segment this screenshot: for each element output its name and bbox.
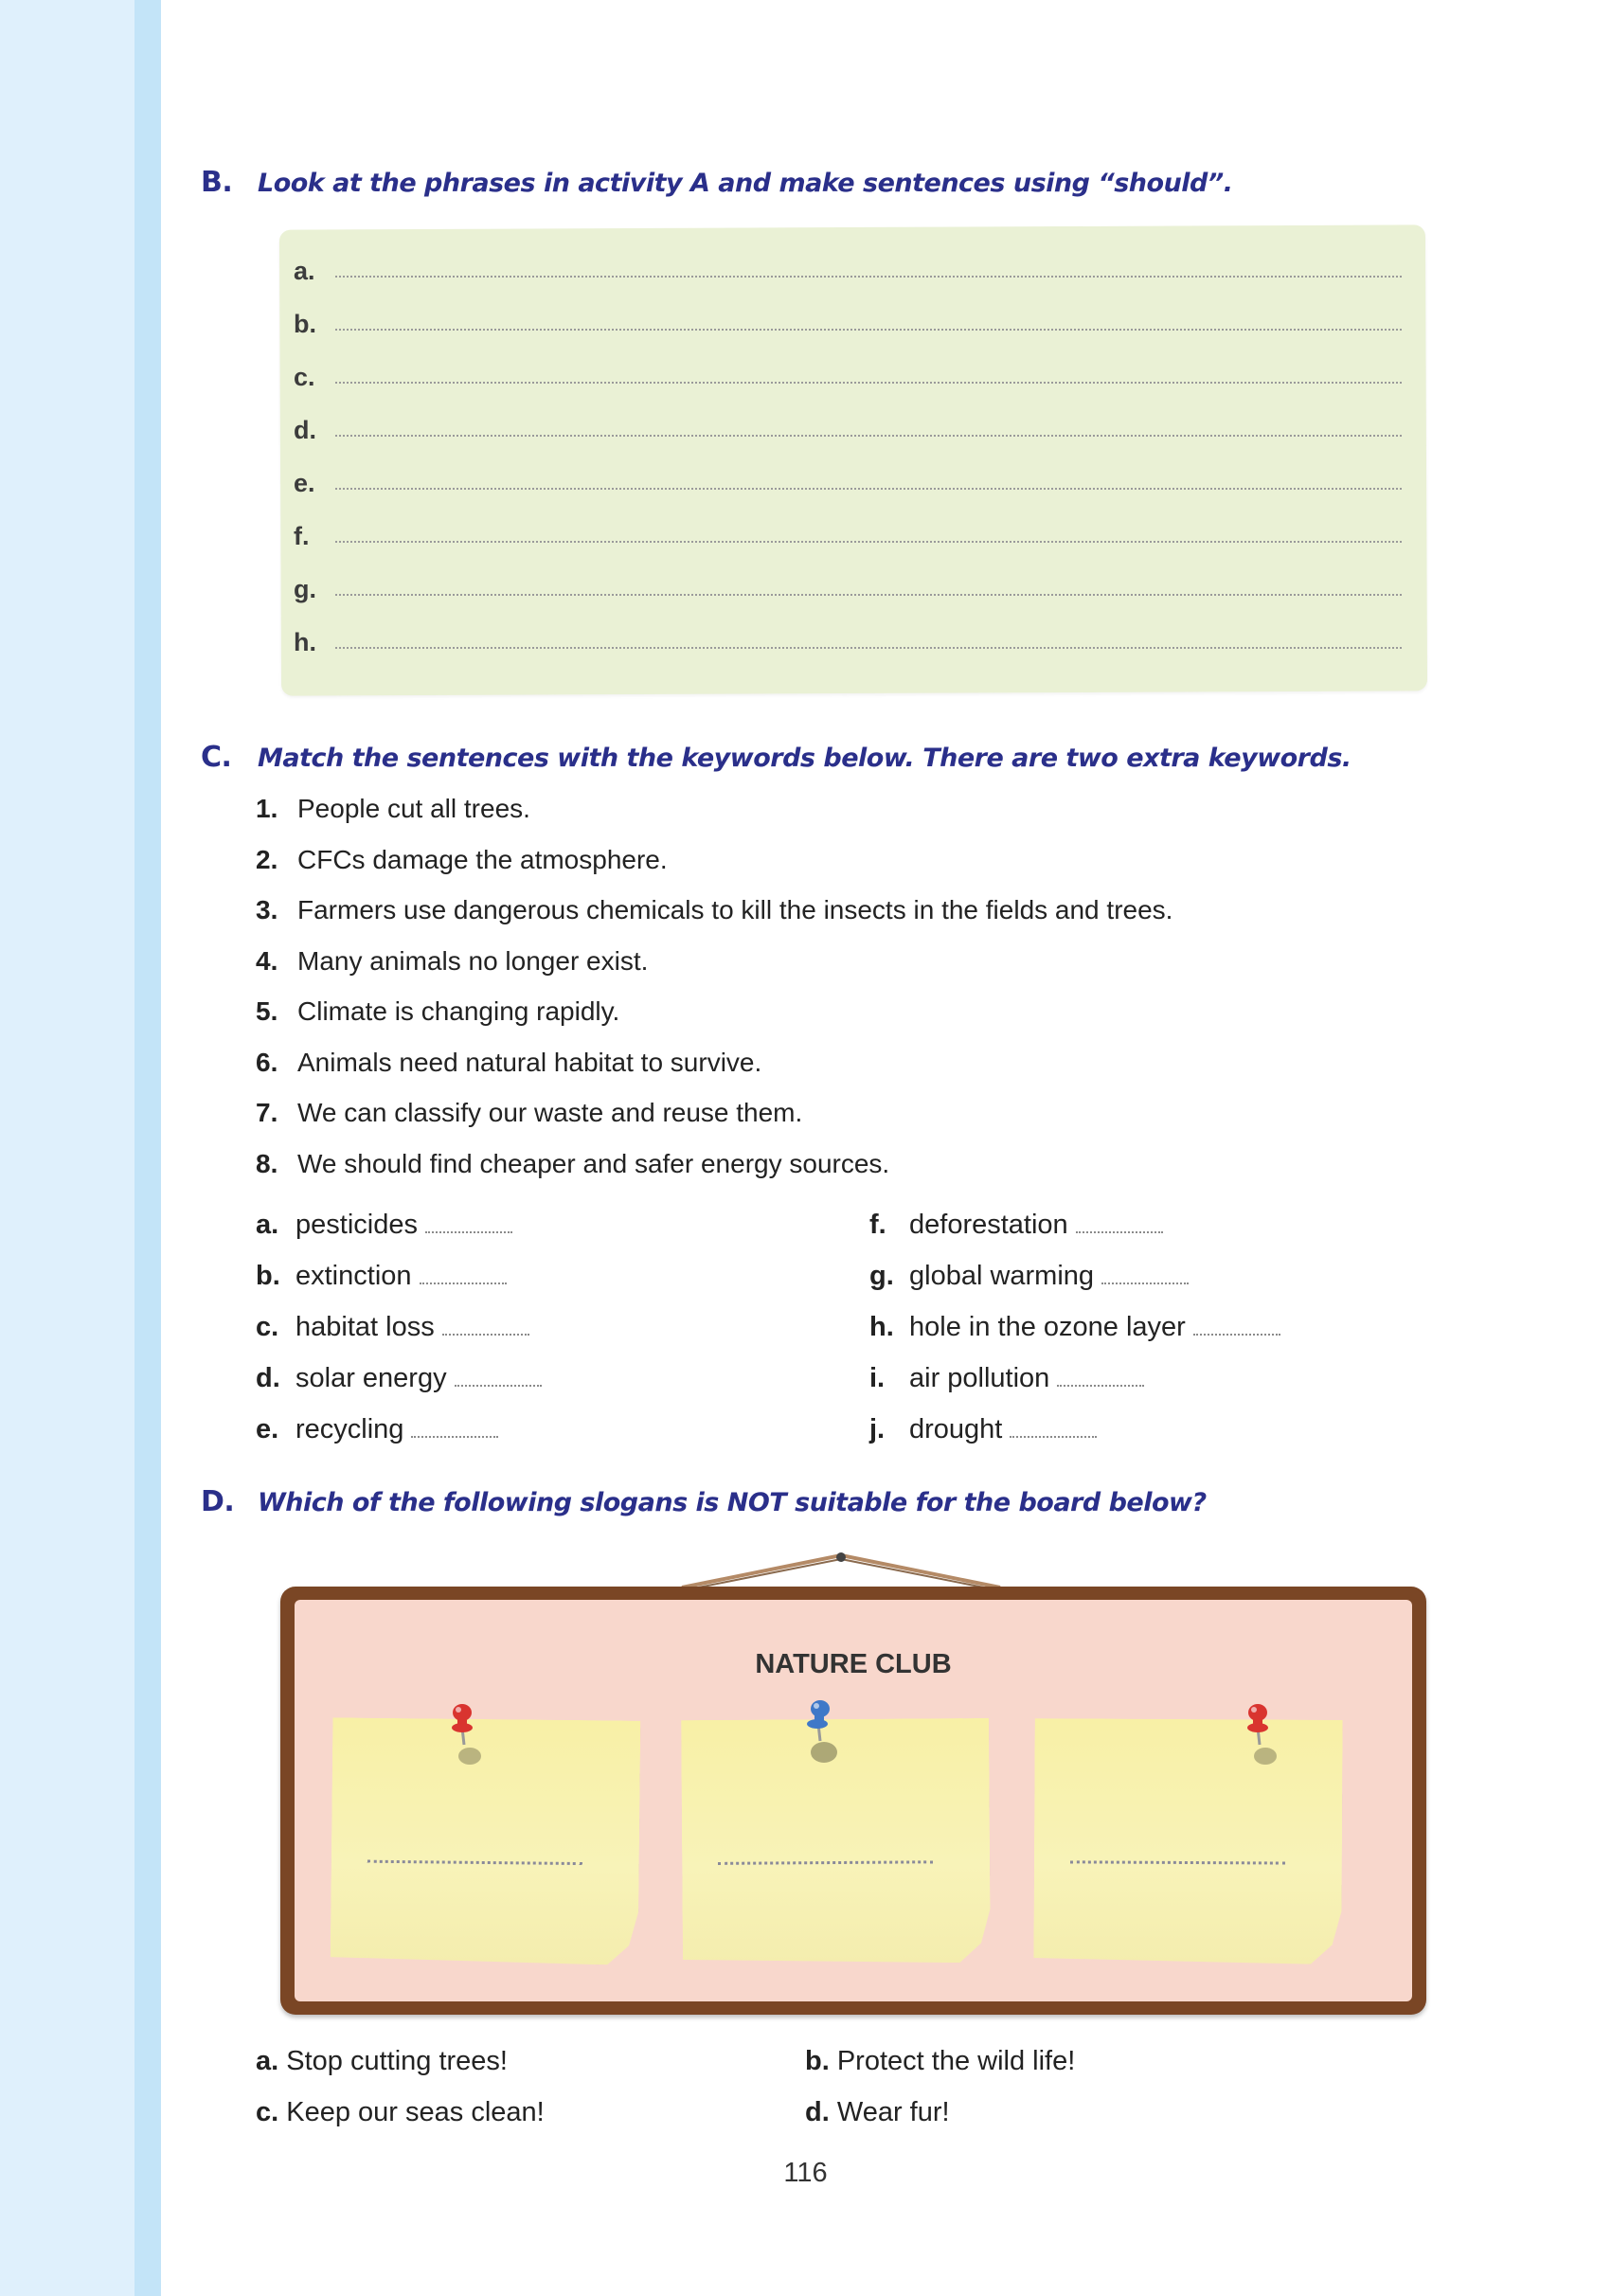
keyword-text: hole in the ozone layer bbox=[909, 1312, 1186, 1342]
answer-line-f[interactable] bbox=[294, 513, 1402, 551]
section-b-letter: B. bbox=[201, 166, 233, 199]
section-d-letter: D. bbox=[201, 1485, 235, 1518]
keyword-answer-blank[interactable] bbox=[455, 1385, 542, 1387]
slogan-letter: a. bbox=[256, 2046, 279, 2076]
sentence-3 bbox=[256, 895, 1172, 925]
answer-line-label: h. bbox=[294, 628, 316, 656]
keyword-letter: j. bbox=[869, 1414, 886, 1444]
sentence-8 bbox=[256, 1149, 889, 1179]
keyword-answer-blank[interactable] bbox=[1193, 1334, 1280, 1336]
answer-line-g[interactable] bbox=[294, 566, 1402, 604]
slogan-a bbox=[256, 2046, 508, 2077]
sticky-note-1[interactable] bbox=[331, 1717, 641, 1964]
keyword-letter: g. bbox=[869, 1261, 894, 1291]
answer-line-c[interactable] bbox=[294, 354, 1402, 392]
sentence-number: 3. bbox=[256, 895, 278, 924]
answer-line-label: b. bbox=[294, 310, 316, 338]
keyword-text: extinction bbox=[295, 1261, 412, 1291]
slogan-b bbox=[805, 2046, 1075, 2077]
answer-line-dots bbox=[335, 541, 1402, 543]
answer-line-dots bbox=[335, 647, 1402, 649]
keyword-letter: c. bbox=[256, 1312, 279, 1342]
keyword-text: solar energy bbox=[295, 1363, 447, 1393]
keyword-answer-blank[interactable] bbox=[425, 1231, 512, 1233]
keyword-e bbox=[256, 1414, 498, 1445]
section-c-heading bbox=[201, 741, 1351, 774]
slogan-text: Protect the wild life! bbox=[836, 2046, 1076, 2076]
answer-line-b[interactable] bbox=[294, 301, 1402, 339]
sentence-text: Farmers use dangerous chemicals to kill the insects in the fields and trees. bbox=[297, 895, 1173, 924]
sentence-text: Many animals no longer exist. bbox=[297, 946, 649, 976]
keyword-text: pesticides bbox=[295, 1210, 418, 1240]
keyword-text: global warming bbox=[909, 1261, 1095, 1291]
section-b-heading bbox=[201, 166, 1233, 199]
keyword-i bbox=[869, 1363, 1144, 1394]
sentence-text: We should find cheaper and safer energy sources. bbox=[297, 1149, 890, 1178]
keyword-answer-blank[interactable] bbox=[442, 1334, 529, 1336]
keyword-answer-blank[interactable] bbox=[420, 1283, 507, 1284]
keyword-f bbox=[869, 1210, 1163, 1241]
answer-line-label: d. bbox=[294, 416, 316, 444]
page-number: 116 bbox=[783, 2158, 828, 2188]
sticky-note-answer-line bbox=[1070, 1860, 1285, 1864]
keyword-answer-blank[interactable] bbox=[411, 1436, 498, 1438]
keyword-b bbox=[256, 1261, 507, 1292]
keyword-h bbox=[869, 1312, 1280, 1343]
sentence-number: 1. bbox=[256, 794, 278, 823]
sentence-text: Climate is changing rapidly. bbox=[297, 996, 620, 1026]
answer-line-dots bbox=[335, 594, 1402, 596]
answer-line-label: f. bbox=[294, 522, 310, 550]
slogan-letter: c. bbox=[256, 2097, 279, 2127]
page-margin-light bbox=[0, 0, 134, 2296]
push-pin-icon bbox=[799, 1697, 837, 1764]
keyword-text: recycling bbox=[295, 1414, 404, 1444]
section-c-letter: C. bbox=[201, 741, 232, 774]
sentence-number: 2. bbox=[256, 845, 278, 874]
keyword-d bbox=[256, 1363, 542, 1394]
keyword-a bbox=[256, 1210, 512, 1241]
sentence-number: 7. bbox=[256, 1098, 278, 1127]
answer-line-e[interactable] bbox=[294, 460, 1402, 498]
keyword-answer-blank[interactable] bbox=[1010, 1436, 1097, 1438]
sentence-2 bbox=[256, 845, 668, 875]
slogan-text: Keep our seas clean! bbox=[286, 2097, 545, 2127]
answer-line-dots bbox=[335, 329, 1402, 331]
board-title: NATURE CLUB bbox=[755, 1649, 952, 1679]
slogan-c bbox=[256, 2097, 545, 2128]
slogan-d bbox=[805, 2097, 950, 2128]
keyword-letter: b. bbox=[256, 1261, 280, 1291]
sentence-number: 4. bbox=[256, 946, 278, 976]
sentence-text: CFCs damage the atmosphere. bbox=[297, 845, 668, 874]
sentence-number: 6. bbox=[256, 1048, 278, 1077]
section-d-heading bbox=[201, 1485, 1207, 1518]
keyword-c bbox=[256, 1312, 529, 1343]
sentence-6 bbox=[256, 1048, 761, 1078]
sentence-number: 8. bbox=[256, 1149, 278, 1178]
sentence-text: We can classify our waste and reuse them. bbox=[297, 1098, 803, 1127]
push-pin-icon bbox=[443, 1701, 481, 1767]
sentence-5 bbox=[256, 996, 619, 1027]
answer-line-a[interactable] bbox=[294, 248, 1402, 286]
answer-line-dots bbox=[335, 488, 1402, 490]
sentence-4 bbox=[256, 946, 648, 977]
section-d-instruction: Which of the following slogans is NOT suitable for the board below? bbox=[258, 1488, 1207, 1517]
sticky-note-3[interactable] bbox=[1033, 1718, 1342, 1964]
keyword-g bbox=[869, 1261, 1189, 1292]
answer-line-dots bbox=[335, 276, 1402, 278]
sticky-note-answer-line bbox=[367, 1860, 582, 1865]
answer-line-dots bbox=[335, 382, 1402, 384]
answer-line-dots bbox=[335, 435, 1402, 437]
keyword-j bbox=[869, 1414, 1097, 1445]
answer-line-label: a. bbox=[294, 257, 315, 285]
keyword-text: habitat loss bbox=[295, 1312, 435, 1342]
keyword-letter: d. bbox=[256, 1363, 280, 1393]
sentence-text: People cut all trees. bbox=[297, 794, 530, 823]
keyword-letter: i. bbox=[869, 1363, 886, 1393]
answer-line-d[interactable] bbox=[294, 407, 1402, 445]
sentence-number: 5. bbox=[256, 996, 278, 1026]
sentence-1 bbox=[256, 794, 530, 824]
answer-line-label: c. bbox=[294, 363, 315, 391]
slogan-letter: d. bbox=[805, 2097, 830, 2127]
page-margin-strip bbox=[134, 0, 161, 2296]
keyword-letter: e. bbox=[256, 1414, 279, 1444]
keyword-answer-blank[interactable] bbox=[1101, 1283, 1189, 1284]
keyword-answer-blank[interactable] bbox=[1076, 1231, 1163, 1233]
sentence-7 bbox=[256, 1098, 802, 1128]
push-pin-icon bbox=[1239, 1701, 1277, 1767]
slogan-text: Wear fur! bbox=[836, 2097, 950, 2127]
answer-line-label: e. bbox=[294, 469, 315, 497]
section-b-instruction: Look at the phrases in activity A and make sentences using “should”. bbox=[258, 169, 1233, 198]
answer-line-label: g. bbox=[294, 575, 316, 603]
section-c-instruction: Match the sentences with the keywords below. There are two extra keywords. bbox=[258, 744, 1351, 773]
keyword-letter: a. bbox=[256, 1210, 279, 1240]
keyword-letter: h. bbox=[869, 1312, 894, 1342]
keyword-answer-blank[interactable] bbox=[1057, 1385, 1144, 1387]
slogan-text: Stop cutting trees! bbox=[286, 2046, 508, 2076]
keyword-text: air pollution bbox=[909, 1363, 1050, 1393]
sticky-note-answer-line bbox=[718, 1860, 933, 1865]
keyword-letter: f. bbox=[869, 1210, 886, 1240]
sentence-text: Animals need natural habitat to survive. bbox=[297, 1048, 762, 1077]
slogan-letter: b. bbox=[805, 2046, 830, 2076]
keyword-text: deforestation bbox=[909, 1210, 1068, 1240]
keyword-text: drought bbox=[909, 1414, 1003, 1444]
answer-line-h[interactable] bbox=[294, 619, 1402, 657]
